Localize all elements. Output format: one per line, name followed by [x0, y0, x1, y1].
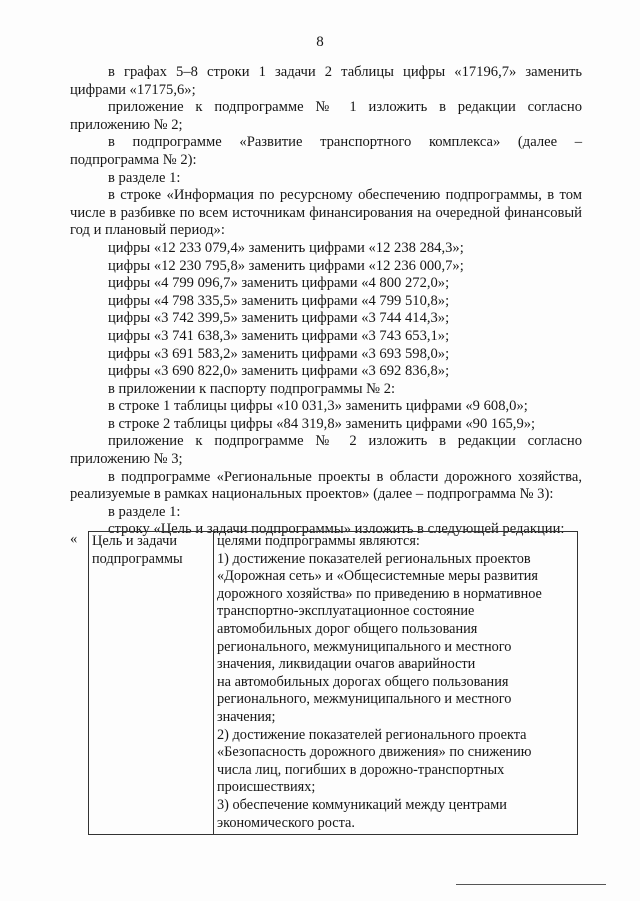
content-line: регионального, межмуниципального и местного: [217, 691, 512, 708]
table-cell-content: [214, 532, 578, 835]
paragraph: приложение к подпрограмме № 1 изложить в редакции согласно приложению № 2;: [70, 99, 582, 133]
page-number: 8: [316, 34, 324, 50]
content-line: экономического роста.: [217, 814, 355, 831]
content-line: значения, ликвидации очагов аварийности: [217, 656, 476, 673]
content-line: 3) обеспечение коммуникаций между центрами: [217, 796, 507, 813]
content-line: 1) достижение показателей региональных проектов: [217, 550, 531, 567]
paragraph: в строке «Информация по ресурсному обеспечению подпрограммы, в том числе в разбивке по всем источникам финансирования на очередной финансовый год и плановый период»:: [70, 187, 582, 239]
paragraph: приложение к подпрограмме № 2 изложить в редакции согласно приложению № 3;: [70, 433, 582, 468]
document-body: [70, 64, 582, 539]
paragraph: цифры «3 691 583,2» заменить цифрами «3 693 598,0»;: [108, 345, 450, 362]
content-line: регионального, межмуниципального и местного: [217, 638, 512, 655]
label-line: Цель и задачи: [92, 533, 178, 549]
content-line: на автомобильных дорогах общего пользования: [217, 673, 509, 690]
paragraph: цифры «3 690 822,0» заменить цифрами «3 692 836,8»;: [108, 363, 450, 380]
paragraph: в графах 5–8 строки 1 задачи 2 таблицы цифры «17196,7» заменить цифрами «17175,6»;: [70, 64, 582, 98]
content-line: дорожного хозяйства» по приведению в нормативное: [217, 585, 542, 602]
content-line: 2) достижение показателей регионального проекта: [217, 726, 527, 743]
footer-divider: [456, 884, 606, 885]
paragraph: цифры «3 742 399,5» заменить цифрами «3 744 414,3»;: [108, 310, 450, 327]
paragraph: цифры «3 741 638,3» заменить цифрами «3 743 653,1»;: [108, 327, 450, 344]
table-cell-label: [89, 532, 214, 835]
paragraph: в приложении к паспорту подпрограммы № 2:: [108, 380, 396, 397]
paragraph: в подпрограмме «Развитие транспортного комплекса» (далее – подпрограмма № 2):: [70, 134, 582, 168]
content-line: транспортно-эксплуатационное состояние: [217, 603, 475, 620]
label-line: подпрограммы: [92, 550, 183, 567]
content-line: «Безопасность дорожного движения» по снижению: [217, 744, 532, 761]
paragraph: цифры «12 230 795,8» заменить цифрами «12 236 000,7»;: [108, 257, 464, 274]
paragraph: цифры «4 799 096,7» заменить цифрами «4 800 272,0»;: [108, 275, 450, 292]
paragraph: в разделе 1:: [108, 503, 181, 520]
content-line: происшествиях;: [217, 779, 316, 796]
paragraph: цифры «12 233 079,4» заменить цифрами «12 238 284,3»;: [108, 239, 464, 256]
goals-table: [88, 531, 578, 835]
table-row: [89, 532, 578, 835]
content-line: автомобильных дорог общего пользования: [217, 620, 478, 637]
paragraph: строку «Цель и задачи подпрограммы» изложить в следующей редакции:: [108, 521, 565, 538]
content-line: целями подпрограммы являются:: [217, 533, 420, 549]
paragraph: в подпрограмме «Региональные проекты в области дорожного хозяйства, реализуемые в рамках национальных проектов» (далее – подпрограмма № 3):: [70, 468, 582, 503]
paragraph: цифры «4 798 335,5» заменить цифрами «4 799 510,8»;: [108, 292, 450, 309]
paragraph: в разделе 1:: [108, 169, 181, 186]
opening-quote: «: [70, 531, 78, 547]
content-line: значения;: [217, 708, 276, 725]
content-line: числа лиц, погибших в дорожно-транспортных: [217, 761, 505, 778]
paragraph: в строке 2 таблицы цифры «84 319,8» заменить цифрами «90 165,9»;: [108, 415, 536, 432]
content-line: «Дорожная сеть» и «Общесистемные меры развития: [217, 568, 538, 585]
paragraph: в строке 1 таблицы цифры «10 031,3» заменить цифрами «9 608,0»;: [108, 398, 528, 415]
